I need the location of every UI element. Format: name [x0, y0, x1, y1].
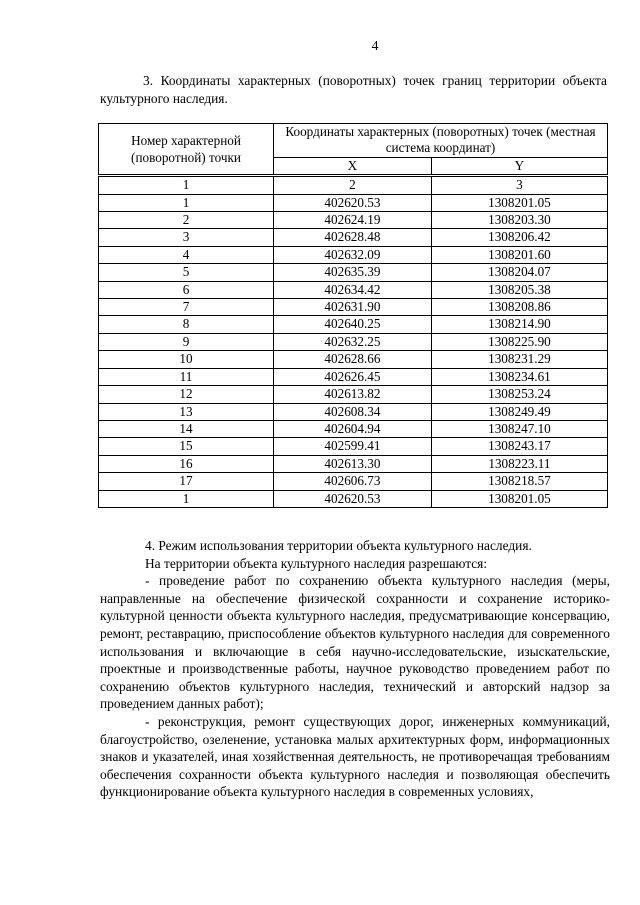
- y-cell: 1308201.60: [431, 246, 607, 263]
- x-cell: 402613.30: [274, 455, 432, 472]
- table-row: [99, 351, 608, 368]
- x-cell: 402608.34: [274, 403, 432, 420]
- section-4-intro: На территории объекта культурного наследия разрешаются:: [145, 555, 488, 571]
- y-cell: 1308243.17: [431, 438, 607, 455]
- x-cell: 402640.25: [274, 316, 432, 333]
- section-4: [100, 537, 610, 801]
- page-number: 4: [371, 39, 379, 54]
- point-number-cell: 17: [99, 473, 274, 490]
- point-number-cell: 5: [99, 264, 274, 281]
- index-cell: 2: [274, 176, 432, 194]
- permitted-item: - проведение работ по сохранению объекта культурного наследия (меры, направленные на обеспечение физической сохранности и сохранение историко-культурной ценности объекта культурного наследия, предусматривающие консервацию, ремонт, реставрацию, приспособление объектов культурного наследия для современного использования и включающие в себя научно-исследовательские, изыскательские, проектные и производственные работы, научное руководство проведением работ по сохранению объектов культурного наследия, технический и авторский надзор за проведением данных работ);: [100, 573, 610, 712]
- table-row: [99, 420, 608, 437]
- table-row: [99, 368, 608, 385]
- y-cell: 1308247.10: [431, 420, 607, 437]
- y-cell: 1308206.42: [431, 229, 607, 246]
- x-cell: 402613.82: [274, 386, 432, 403]
- table-row: [99, 264, 608, 281]
- x-cell: 402624.19: [274, 212, 432, 229]
- y-cell: 1308208.86: [431, 299, 607, 316]
- index-cell: 3: [431, 176, 607, 194]
- x-cell: 402632.09: [274, 246, 432, 263]
- point-number-cell: 13: [99, 403, 274, 420]
- coordinates-header: Координаты характерных (поворотных) точек (местная система координат): [274, 124, 608, 158]
- table-row: [99, 403, 608, 420]
- table-row: [99, 473, 608, 490]
- x-cell: 402635.39: [274, 264, 432, 281]
- x-cell: 402631.90: [274, 299, 432, 316]
- y-cell: 1308201.05: [431, 194, 607, 211]
- point-number-cell: 9: [99, 333, 274, 350]
- x-cell: 402632.25: [274, 333, 432, 350]
- column-index-row: [99, 176, 608, 194]
- y-cell: 1308253.24: [431, 386, 607, 403]
- point-number-cell: 12: [99, 386, 274, 403]
- table-row: [99, 246, 608, 263]
- index-cell: 1: [99, 176, 274, 194]
- x-cell: 402628.48: [274, 229, 432, 246]
- x-cell: 402606.73: [274, 473, 432, 490]
- y-cell: 1308214.90: [431, 316, 607, 333]
- section-3-heading: 3. Координаты характерных (поворотных) точек границ территории объекта культурного наследия.: [100, 73, 607, 106]
- x-cell: 402628.66: [274, 351, 432, 368]
- table-row: [99, 316, 608, 333]
- x-cell: 402604.94: [274, 420, 432, 437]
- point-number-cell: 16: [99, 455, 274, 472]
- y-header: Y: [431, 157, 607, 175]
- point-number-cell: 14: [99, 420, 274, 437]
- x-cell: 402620.53: [274, 194, 432, 211]
- coordinates-table: [98, 123, 608, 508]
- table-row: [99, 386, 608, 403]
- point-number-header: Номер характерной (поворотной) точки: [99, 124, 274, 176]
- y-cell: 1308223.11: [431, 455, 607, 472]
- y-cell: 1308203.30: [431, 212, 607, 229]
- point-number-cell: 15: [99, 438, 274, 455]
- point-number-cell: 3: [99, 229, 274, 246]
- section-4-heading: 4. Режим использования территории объекта культурного наследия.: [145, 538, 532, 553]
- table-row: [99, 333, 608, 350]
- table-row: [99, 212, 608, 229]
- point-number-cell: 7: [99, 299, 274, 316]
- y-cell: 1308225.90: [431, 333, 607, 350]
- table-row: [99, 281, 608, 298]
- point-number-cell: 10: [99, 351, 274, 368]
- table-row: [99, 229, 608, 246]
- x-cell: 402599.41: [274, 438, 432, 455]
- permitted-item: - реконструкция, ремонт существующих дорог, инженерных коммуникаций, благоустройство, озеленение, установка малых архитектурных форм, информационных знаков и указателей, иная хозяйственная деятельность, не противоречащая требованиям обеспечения сохранности объекта культурного наследия и позволяющая обеспечить функционирование объекта культурного наследия в современных условиях,: [100, 713, 610, 800]
- table-row: [99, 438, 608, 455]
- x-cell: 402634.42: [274, 281, 432, 298]
- y-cell: 1308249.49: [431, 403, 607, 420]
- table-row: [99, 299, 608, 316]
- point-number-cell: 1: [99, 194, 274, 211]
- x-cell: 402626.45: [274, 368, 432, 385]
- y-cell: 1308234.61: [431, 368, 607, 385]
- table-row: [99, 490, 608, 507]
- y-cell: 1308201.05: [431, 490, 607, 507]
- table-row: [99, 194, 608, 211]
- y-cell: 1308218.57: [431, 473, 607, 490]
- x-header: X: [274, 157, 432, 175]
- point-number-cell: 6: [99, 281, 274, 298]
- point-number-cell: 11: [99, 368, 274, 385]
- point-number-cell: 1: [99, 490, 274, 507]
- x-cell: 402620.53: [274, 490, 432, 507]
- point-number-cell: 2: [99, 212, 274, 229]
- y-cell: 1308204.07: [431, 264, 607, 281]
- point-number-cell: 8: [99, 316, 274, 333]
- y-cell: 1308205.38: [431, 281, 607, 298]
- y-cell: 1308231.29: [431, 351, 607, 368]
- table-row: [99, 455, 608, 472]
- point-number-cell: 4: [99, 246, 274, 263]
